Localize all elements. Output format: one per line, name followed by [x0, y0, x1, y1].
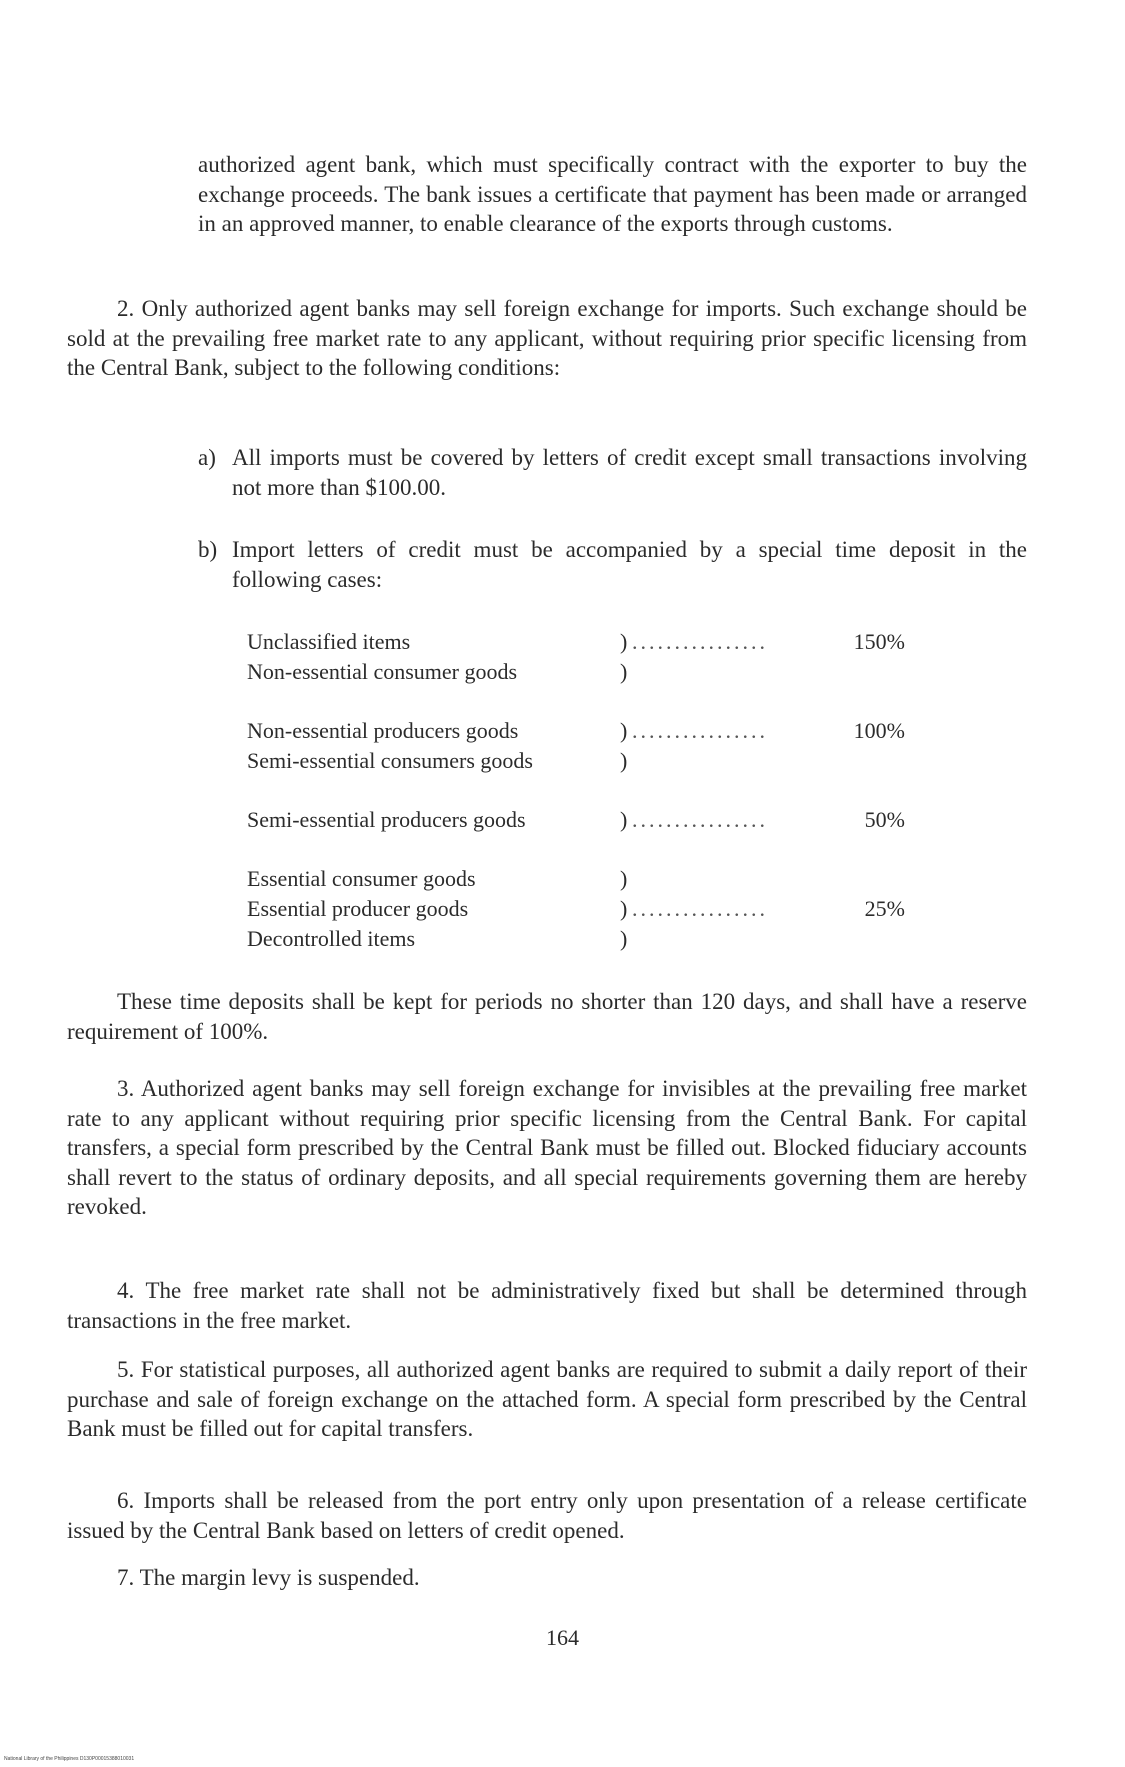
deposit-row: [247, 657, 967, 687]
deposit-group: [247, 716, 967, 776]
deposit-row: [247, 716, 967, 746]
deposit-item: Decontrolled items: [247, 926, 416, 951]
deposit-row: [247, 864, 967, 894]
deposit-row: [247, 805, 967, 835]
deposit-row: [247, 746, 967, 776]
condition-a-label: a): [198, 445, 216, 470]
continuation-paragraph: authorized agent bank, which must specifically contract with the exporter to buy the exchange proceeds. The bank issues a certificate that payment has been made or arranged in an approved manner, to enable clearance of the exports through customs.: [198, 152, 1027, 236]
item-6-paragraph: 6. Imports shall be released from the port entry only upon presentation of a release certificate issued by the Central Bank based on letters of credit opened.: [67, 1488, 1027, 1543]
item-2-paragraph: 2. Only authorized agent banks may sell foreign exchange for imports. Such exchange should be sold at the prevailing free market rate to any applicant, without requiring prior specific licensing from the Central Bank, subject to the following conditions:: [67, 296, 1027, 380]
deposit-item: Semi-essential consumers goods: [247, 748, 533, 773]
deposit-item: Non-essential producers goods: [247, 718, 519, 743]
condition-b-label: b): [198, 537, 218, 562]
deposit-leader: ................: [632, 718, 768, 743]
deposit-paren: ): [620, 926, 628, 951]
deposit-row: [247, 894, 967, 924]
archive-footer-stamp: National Library of the Philippines D130P00015388010031: [4, 1756, 135, 1762]
deposit-leader: ................: [632, 896, 768, 921]
deposit-paren: ): [620, 748, 628, 773]
condition-a: [198, 443, 1027, 502]
deposit-row: [247, 627, 967, 657]
deposit-rate: 100%: [853, 718, 905, 743]
deposit-item: Essential consumer goods: [247, 866, 476, 891]
deposit-paren: ): [620, 659, 628, 684]
deposit-rate: 50%: [864, 807, 905, 832]
deposit-row: [247, 924, 967, 954]
deposit-item: Semi-essential producers goods: [247, 807, 526, 832]
deposit-paren: ): [620, 718, 628, 743]
deposit-item: Non-essential consumer goods: [247, 659, 518, 684]
deposit-group: [247, 805, 967, 835]
condition-b: [198, 535, 1027, 594]
deposit-rate: 150%: [853, 629, 905, 654]
item-7-paragraph: 7. The margin levy is suspended.: [117, 1565, 420, 1590]
time-deposit-note: These time deposits shall be kept for periods no shorter than 120 days, and shall have a reserve requirement of 100%.: [67, 989, 1027, 1044]
time-deposit-table: [247, 627, 967, 983]
deposit-leader: ................: [632, 629, 768, 654]
deposit-item: Unclassified items: [247, 629, 411, 654]
deposit-group: [247, 627, 967, 687]
deposit-paren: ): [620, 807, 628, 832]
page-number: 164: [546, 1625, 579, 1650]
deposit-paren: ): [620, 866, 628, 891]
item-4-paragraph: 4. The free market rate shall not be administratively fixed but shall be determined through transactions in the free market.: [67, 1278, 1027, 1333]
item-3-paragraph: 3. Authorized agent banks may sell foreign exchange for invisibles at the prevailing free market rate to any applicant without requiring prior specific licensing from the Central Bank. For capital transfers, a special form prescribed by the Central Bank must be filled out. Blocked fiduciary accounts shall revert to the status of ordinary deposits, and all special requirements governing them are hereby revoked.: [67, 1076, 1027, 1219]
deposit-rate: 25%: [864, 896, 905, 921]
deposit-item: Essential producer goods: [247, 896, 469, 921]
deposit-paren: ): [620, 629, 628, 654]
deposit-group: [247, 864, 967, 954]
condition-b-text: Import letters of credit must be accompanied by a special time deposit in the following cases:: [232, 537, 1027, 592]
deposit-paren: ): [620, 896, 628, 921]
condition-a-text: All imports must be covered by letters of credit except small transactions involving not more than $100.00.: [232, 445, 1027, 500]
deposit-leader: ................: [632, 807, 768, 832]
item-5-paragraph: 5. For statistical purposes, all authorized agent banks are required to submit a daily report of their purchase and sale of foreign exchange on the attached form. A special form prescribed by the Central Bank must be filled out for capital transfers.: [67, 1357, 1027, 1441]
